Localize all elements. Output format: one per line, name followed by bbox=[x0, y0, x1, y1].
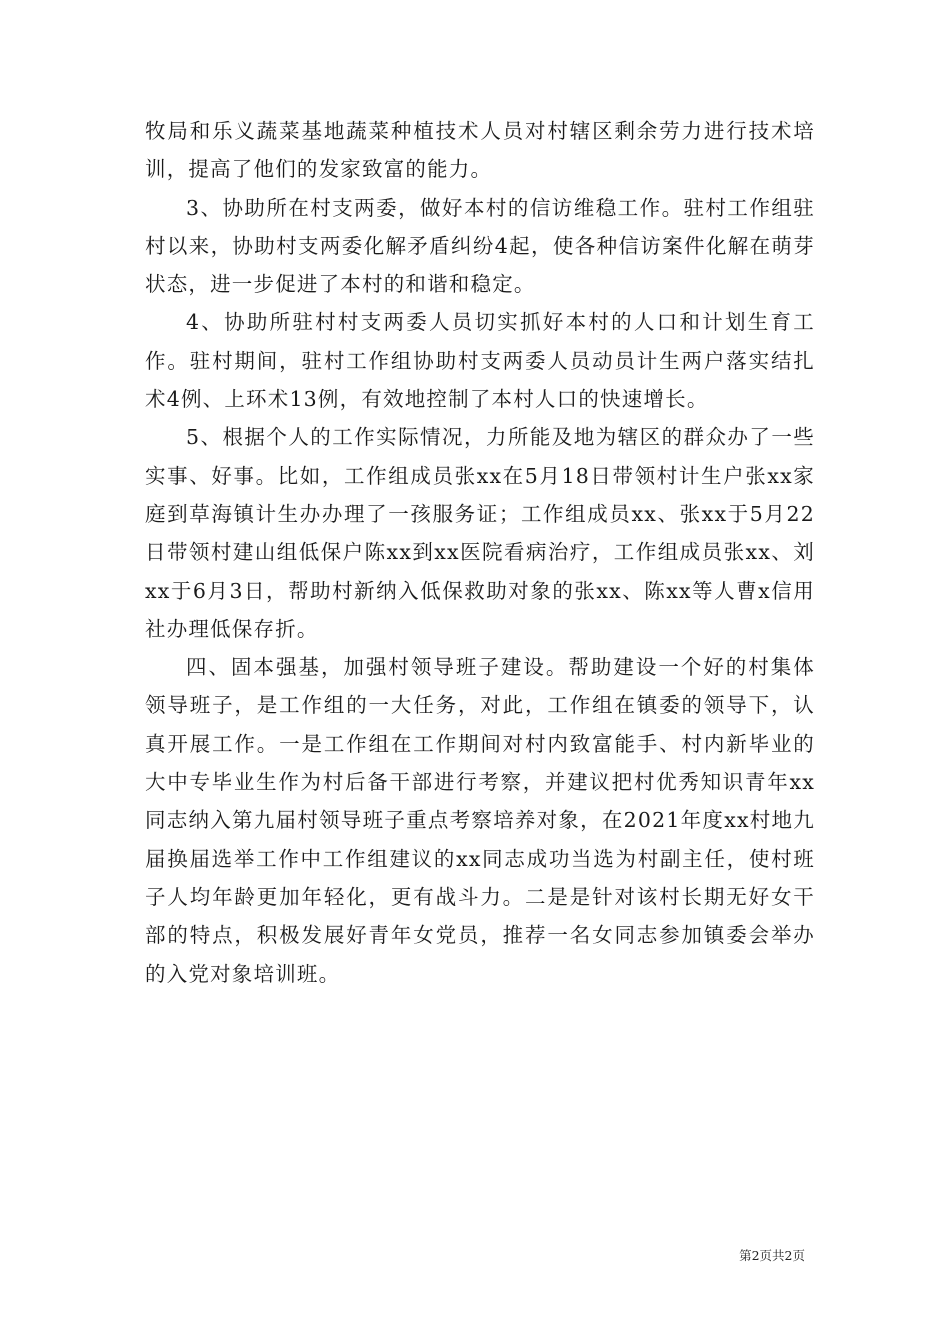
paragraph-continuation: 牧局和乐义蔬菜基地蔬菜种植技术人员对村辖区剩余劳力进行技术培训，提高了他们的发家致富的能力。 bbox=[145, 119, 815, 182]
paragraph-item-3: 3、协助所在村支两委，做好本村的信访维稳工作。驻村工作组驻村以来，协助村支两委化解矛盾纠纷4起，使各种信访案件化解在萌芽状态，进一步促进了本村的和谐和稳定。 bbox=[145, 195, 815, 297]
paragraph-item-4: 4、协助所驻村村支两委人员切实抓好本村的人口和计划生育工作。驻村期间，驻村工作组协助村支两委人员动员计生两户落实结扎术4例、上环术13例，有效地控制了本村人口的快速增长。 bbox=[145, 310, 815, 412]
paragraph-item-5: 5、根据个人的工作实际情况，力所能及地为辖区的群众办了一些实事、好事。比如，工作组成员张xx在5月18日带领村计生户张xx家庭到草海镇计生办办理了一孩服务证；工作组成员xx、张xx于5月22日带领村建山组低保户陈xx到xx医院看病治疗，工作组成员张xx、刘xx于6月3日，帮助村新纳入低保救助对象的张xx、陈xx等人曹x信用社办理低保存折。 bbox=[145, 425, 815, 641]
page-number: 第2页共2页 bbox=[739, 1248, 805, 1263]
document-body bbox=[145, 112, 815, 993]
paragraph-section-4: 四、固本强基，加强村领导班子建设。帮助建设一个好的村集体领导班子，是工作组的一大任务，对此，工作组在镇委的领导下，认真开展工作。一是工作组在工作期间对村内致富能手、村内新毕业的大中专毕业生作为村后备干部进行考察，并建议把村优秀知识青年xx同志纳入第九届村领导班子重点考察培养对象，在2021年度xx村地九届换届选举工作中工作组建议的xx同志成功当选为村副主任，使村班子人均年龄更加年轻化，更有战斗力。二是是针对该村长期无好女干部的特点，积极发展好青年女党员，推荐一名女同志参加镇委会举办的入党对象培训班。 bbox=[145, 655, 815, 986]
